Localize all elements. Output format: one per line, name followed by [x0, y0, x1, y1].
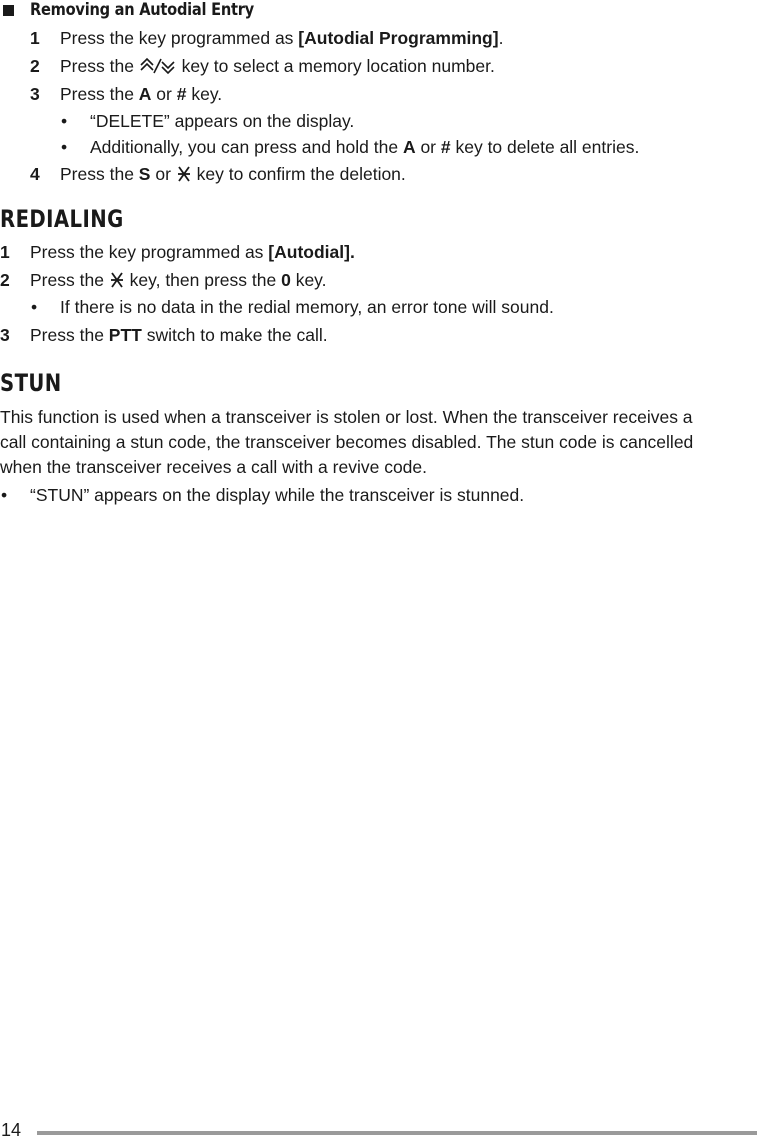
- step-number: 3: [30, 84, 40, 104]
- page-number: 14: [1, 1120, 22, 1140]
- bullet-icon: •: [61, 137, 68, 157]
- step-text: Press the S or key to confirm the deletion.: [60, 164, 406, 184]
- paragraph-line: This function is used when a transceiver is stolen or lost. When the transceiver receives a: [0, 407, 693, 427]
- footer-rule: [37, 1131, 757, 1135]
- step-text: Press the key to select a memory location number.: [60, 56, 495, 76]
- step-number: 2: [0, 270, 10, 290]
- section-heading-redialing: REDIALING: [0, 205, 124, 233]
- step-text: Press the key programmed as [Autodial Programming].: [60, 28, 504, 48]
- bullet-text: “DELETE” appears on the display.: [90, 111, 355, 131]
- bullet-icon: •: [31, 297, 38, 317]
- step-number: 2: [30, 56, 40, 76]
- paragraph-line: call containing a stun code, the transceiver becomes disabled. The stun code is cancelled: [0, 432, 694, 452]
- section-heading-stun: STUN: [0, 369, 62, 397]
- bullet-icon: •: [1, 485, 8, 505]
- bullet-text: Additionally, you can press and hold the A or # key to delete all entries.: [90, 137, 640, 157]
- step-text: Press the key programmed as [Autodial].: [30, 242, 355, 262]
- step-number: 1: [0, 242, 10, 262]
- bullet-text: If there is no data in the redial memory, an error tone will sound.: [60, 297, 554, 317]
- asterisk-icon: [109, 271, 125, 289]
- up-down-arrow-icon: [139, 57, 177, 75]
- bullet-icon: •: [61, 111, 68, 131]
- subsection-title: Removing an Autodial Entry: [30, 0, 254, 20]
- paragraph-line: when the transceiver receives a call with a revive code.: [0, 457, 428, 477]
- step-number: 3: [0, 325, 10, 345]
- asterisk-icon: [176, 165, 192, 183]
- step-text: Press the PTT switch to make the call.: [30, 325, 328, 345]
- step-number: 4: [30, 164, 40, 184]
- square-bullet-icon: [3, 5, 14, 16]
- bullet-text: “STUN” appears on the display while the transceiver is stunned.: [30, 485, 525, 505]
- step-text: Press the A or # key.: [60, 84, 223, 104]
- step-number: 1: [30, 28, 40, 48]
- step-text: Press the key, then press the 0 key.: [30, 270, 327, 290]
